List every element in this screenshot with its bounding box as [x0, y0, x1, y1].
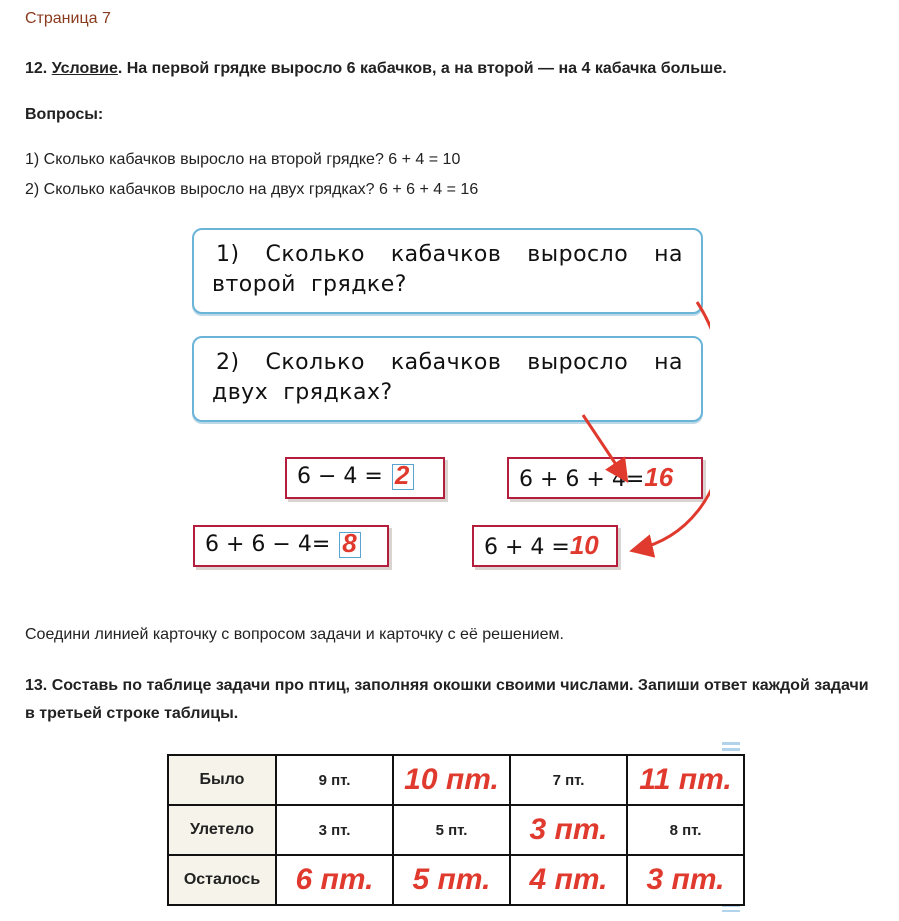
task-13-text: 13. Составь по таблице задачи про птиц, заполняя окошки своими числами. Запиши ответ каждой задачи в третьей строке таблицы. — [25, 677, 869, 722]
equation-card-1 — [285, 457, 445, 499]
birds-table — [167, 754, 745, 906]
table-cell: 8 пт. — [627, 805, 744, 855]
row-header: Было — [168, 755, 276, 805]
table-row — [168, 855, 744, 905]
card-1-word: Сколько — [265, 242, 365, 267]
answer-box — [339, 528, 361, 558]
textbook-figure — [185, 225, 710, 575]
table-cell-handwritten: 3 пт. — [510, 805, 627, 855]
table-cell-handwritten: 4 пт. — [510, 855, 627, 905]
table-cell-handwritten: 6 пт. — [276, 855, 393, 905]
card-2-word: выросло — [527, 350, 629, 375]
instruction-text: Соедини линией карточку с вопросом задачи и карточку с её решением. — [25, 626, 564, 643]
condition-label: Условие — [51, 60, 118, 77]
table-cell-handwritten: 5 пт. — [393, 855, 510, 905]
table-cell-handwritten: 11 пт. — [627, 755, 744, 805]
equation-card-2 — [507, 457, 703, 499]
page-title: Страница 7 — [25, 10, 111, 27]
equation-expression: 6 + 6 + 4= — [519, 467, 645, 492]
table-cell: 3 пт. — [276, 805, 393, 855]
equation-expression: 6 + 6 − 4= — [205, 532, 331, 557]
handwritten-answer: 8 — [342, 528, 357, 558]
handwritten-answer: 10 — [569, 530, 599, 560]
equation-card-3 — [193, 525, 389, 567]
card-1-line-2: второй грядке? — [212, 272, 407, 297]
equation-expression: 6 + 4 = — [484, 535, 570, 560]
table-cell-handwritten: 3 пт. — [627, 855, 744, 905]
question-1-answer: 1) Сколько кабачков выросло на второй грядке? 6 + 4 = 10 — [25, 151, 461, 168]
equation-card-4 — [472, 525, 618, 567]
card-1-word: на — [654, 242, 683, 267]
answer-box — [392, 460, 414, 490]
task-12-number: 12. — [25, 60, 48, 77]
row-header: Улетело — [168, 805, 276, 855]
card-1-word: кабачков — [390, 242, 502, 267]
questions-heading: Вопросы: — [25, 106, 104, 123]
card-2-word: Сколько — [265, 350, 365, 375]
condition-text: . На первой грядке выросло 6 кабачков, а на второй — на 4 кабачка больше. — [117, 60, 727, 77]
table-row — [168, 755, 744, 805]
question-card-2 — [192, 336, 703, 422]
card-2-word: 2) — [216, 350, 240, 375]
card-2-line-2: двух грядках? — [212, 380, 393, 405]
handwritten-answer: 2 — [394, 460, 410, 490]
handwritten-answer: 16 — [644, 462, 674, 492]
card-1-word: выросло — [527, 242, 629, 267]
card-2-word: кабачков — [390, 350, 502, 375]
table-row — [168, 805, 744, 855]
table-cell: 9 пт. — [276, 755, 393, 805]
table-cell-handwritten: 10 пт. — [393, 755, 510, 805]
card-2-word: на — [654, 350, 683, 375]
table-cell: 5 пт. — [393, 805, 510, 855]
question-card-1 — [192, 228, 703, 314]
task-12-condition — [25, 60, 727, 78]
equation-expression: 6 − 4 = — [297, 464, 383, 489]
table-cell: 7 пт. — [510, 755, 627, 805]
question-2-answer: 2) Сколько кабачков выросло на двух грядках? 6 + 6 + 4 = 16 — [25, 181, 479, 198]
card-1-word: 1) — [216, 242, 240, 267]
row-header: Осталось — [168, 855, 276, 905]
